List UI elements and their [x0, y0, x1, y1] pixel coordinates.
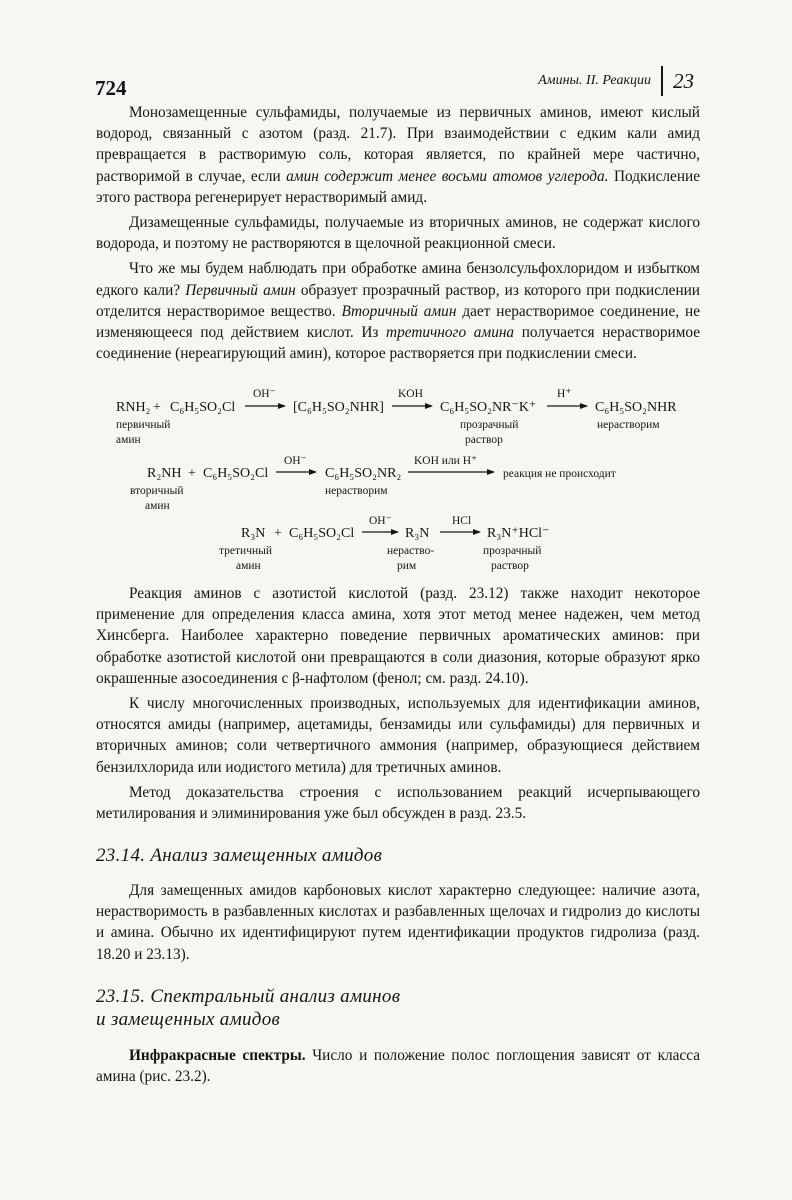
r2-product: C₆H₅SO₂NR₂	[325, 466, 402, 481]
p1-text-a: Монозамещенные сульфамиды, получаемые из первичных аминов, имеют кислый водород, связанный с азотом (разд. 21.7). При взаимодействии с едким кали амид превращается в растворимую соль, которая является, по крайней мере частично, растворимой в случае, если	[96, 104, 700, 185]
p3-primary: Первичный амин	[185, 281, 296, 299]
p3-tertiary: третичного амина	[386, 324, 515, 342]
r3-plus: +	[274, 526, 282, 541]
r1-amine: RNH₂	[116, 400, 151, 415]
r2-catalyst-oh: OH⁻	[284, 455, 307, 467]
r3-product-label-2: рим	[397, 560, 417, 572]
reaction-primary-amine	[116, 388, 677, 446]
r1-catalyst-koh: KOH	[398, 388, 423, 400]
paragraph-derivatives: К числу многочисленных производных, используемых для идентификации аминов, относятся амиды (например, ацетамиды, бензамиды или сульфамиды) для первичных и вторичных аминов; соли четвертичного аммония (например, образующиеся действием бензилхлорида или иодистого метила) для третичных аминов.	[96, 695, 700, 776]
r3-reagent: C₆H₅SO₂Cl	[289, 526, 355, 541]
paragraph-methylation: Метод доказательства строения с использованием реакций исчерпывающего метилирования и элиминирования уже был обсужден в разд. 23.5.	[96, 783, 700, 823]
r1-amine-label-2: амин	[116, 434, 141, 446]
p3-text-c: образует прозрачный раствор, из которого при подкислении отделится нерастворимое вещество.	[96, 281, 700, 320]
header-rule	[661, 66, 663, 96]
p3-text-e: дает нерастворимое соединение, не изменяющееся под действием кислот. Из	[96, 302, 700, 342]
r3-salt-label-1: прозрачный	[483, 545, 542, 557]
r1-catalyst-oh: OH⁻	[253, 388, 276, 400]
paragraph-amide-analysis: Для замещенных амидов карбоновых кислот характерно следующее: наличие азота, нерастворимость в разбавленных кислотах и разбавленных щелочах и гидролиз до кислоты и амина. Обычно их идентифицируют путем идентификации продуктов гидролиза (разд. 18.20 и 23.13).	[96, 882, 700, 963]
section-heading-23-14: 23.14. Анализ замещенных амидов	[96, 845, 383, 866]
section-23-15-body	[96, 1045, 700, 1087]
r3-catalyst-oh: OH⁻	[369, 515, 392, 527]
running-head	[538, 66, 694, 96]
r3-catalyst-hcl: HCl	[452, 515, 472, 527]
running-title: Амины. II. Реакции	[538, 73, 651, 88]
text-block-top	[96, 102, 700, 364]
r2-amine: R₂NH	[147, 466, 182, 481]
p1-text-c: Подкисление этого раствора регенерирует нерастворимый амид.	[96, 167, 701, 206]
running-page-number: 23	[673, 68, 694, 93]
reaction-tertiary-amine	[219, 515, 549, 572]
r2-catalyst-koh-h: KOH или H⁺	[414, 455, 478, 467]
paragraph-hinsberg	[96, 258, 700, 364]
r1-plus: +	[153, 400, 161, 415]
paragraph-ir-spectra	[96, 1045, 700, 1087]
paragraph-monosubstituted	[96, 102, 700, 208]
p3-text-g: получается нерастворимое соединение (нереагирующий амин), которое растворяется при подкислении смеси.	[96, 324, 700, 363]
r1-intermediate: [C₆H₅SO₂NHR]	[293, 400, 384, 415]
r3-amine-label-1: третичный	[219, 545, 273, 557]
r1-product: C₆H₅SO₂NHR	[595, 400, 677, 415]
r1-amine-label-1: первичный	[116, 419, 171, 431]
r2-amine-label-2: амин	[145, 500, 170, 512]
section-23-14-body	[96, 880, 700, 965]
r3-salt: R₃N⁺HCl⁻	[487, 526, 550, 541]
r3-salt-label-2: раствор	[491, 560, 529, 572]
paragraph-nitrous-acid: Реакция аминов с азотистой кислотой (разд. 23.12) также находит некоторое применение для определения класса амина, хотя этот метод менее надежен, чем метод Хинсберга. Наиболее характерно поведение первичных ароматических аминов: при обработке азотистой кислотой они превращаются в соли диазония, которые образуют ярко окрашенные азосоединения с β-нафтолом (фенол; см. разд. 24.10).	[96, 585, 700, 687]
r1-salt: C₆H₅SO₂NR⁻K⁺	[440, 400, 537, 415]
page-number: 724	[95, 76, 127, 100]
r1-product-label: нерастворим	[597, 419, 660, 431]
section-heading-23-15	[96, 985, 400, 1031]
paragraph-disubstituted: Дизамещенные сульфамиды, получаемые из вторичных аминов, не содержат кислого водорода, и поэтому не растворяются в щелочной реакционной смеси.	[96, 214, 700, 253]
r2-product-label: нерастворим	[325, 485, 388, 497]
r2-reagent: C₆H₅SO₂Cl	[203, 466, 269, 481]
r3-amine: R₃N	[241, 526, 266, 541]
text-block-middle	[96, 583, 700, 824]
p3-secondary: Вторичный амин	[341, 302, 457, 320]
r1-catalyst-h: H⁺	[557, 388, 572, 400]
r3-amine-label-2: амин	[236, 560, 261, 572]
r2-amine-label-1: вторичный	[130, 485, 184, 497]
p1-emphasis: амин содержит менее восьми атомов углерода.	[286, 167, 609, 185]
r3-product: R₃N	[405, 526, 430, 541]
section-23-15-line-1: 23.15. Спектральный анализ аминов	[96, 986, 401, 1007]
r1-salt-label-2: раствор	[465, 434, 503, 446]
section-23-15-line-2: и замещенных амидов	[96, 1009, 281, 1030]
p3-text-a: Что же мы будем наблюдать при обработке амина бензолсульфохлоридом и избытком едкого кали?	[96, 260, 700, 299]
r3-product-label-1: нераство-	[387, 545, 435, 557]
ir-spectra-text: Число и положение полос поглощения зависят от класса амина (рис. 23.2).	[96, 1047, 700, 1086]
ir-spectra-label: Инфракрасные спектры.	[129, 1047, 306, 1064]
reaction-secondary-amine	[130, 455, 616, 512]
r1-salt-label-1: прозрачный	[460, 419, 519, 431]
r2-plus: +	[188, 466, 196, 481]
r2-result: реакция не происходит	[503, 468, 616, 480]
r1-reagent: C₆H₅SO₂Cl	[170, 400, 236, 415]
